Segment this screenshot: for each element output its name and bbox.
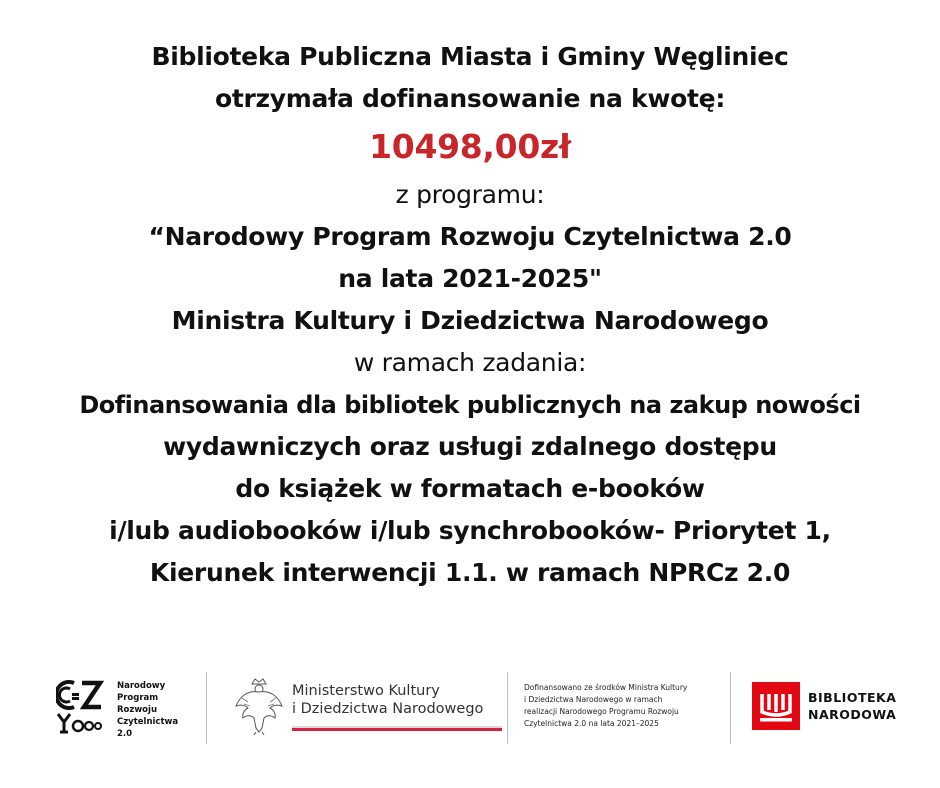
nprcz-logo-icon xyxy=(56,678,104,734)
ministry-name-line-1: Ministerstwo Kultury xyxy=(292,683,440,699)
program-name-line-2: na lata 2021-2025" xyxy=(338,264,602,293)
task-description-line-2: wydawniczych oraz usługi zdalnego dostępu xyxy=(163,432,777,461)
polish-flag-stripe xyxy=(292,726,502,731)
from-program-label: z programu: xyxy=(395,180,545,209)
nprcz-line-3: Rozwoju xyxy=(117,705,157,715)
sponsor-logo-bar xyxy=(0,660,940,760)
funding-amount: 10498,00zł xyxy=(369,127,571,166)
task-description-line-4: i/lub audiobooków i/lub synchrobooków- Priorytet 1, xyxy=(109,516,831,545)
biblioteka-narodowa-logo-icon xyxy=(752,682,800,730)
nprcz-line-4: Czytelnictwa xyxy=(117,717,179,727)
funding-note xyxy=(524,682,687,730)
nprcz-line-1: Narodowy xyxy=(117,681,166,691)
funding-note-line-3: realizacji Narodowego Programu Rozwoju xyxy=(524,707,679,716)
logo-divider xyxy=(206,672,207,744)
logo-divider xyxy=(507,672,508,744)
ministry-name xyxy=(292,682,483,718)
task-description-line-3: do książek w formatach e-booków xyxy=(235,474,705,503)
ministry-name-line-2: i Dziedzictwa Narodowego xyxy=(292,701,484,717)
task-description-line-5: Kierunek interwencji 1.1. w ramach NPRCz 2.0 xyxy=(149,558,791,587)
announcement xyxy=(0,36,940,594)
task-label: w ramach zadania: xyxy=(353,348,587,377)
task-description-line-1: Dofinansowania dla bibliotek publicznych na zakup nowości xyxy=(79,391,861,419)
nprcz-logo-text xyxy=(117,680,178,740)
funding-note-line-2: i Dziedzictwa Narodowego w ramach xyxy=(524,695,663,704)
funding-note-line-1: Dofinansowano ze środków Ministra Kultury xyxy=(524,683,688,692)
funding-note-line-4: Czytelnictwa 2.0 na lata 2021–2025 xyxy=(524,719,659,728)
program-name-line-1: “Narodowy Program Rozwoju Czytelnictwa 2.0 xyxy=(148,222,792,251)
nprcz-line-5: 2.0 xyxy=(117,729,133,739)
national-library-name-line-1: BIBLIOTEKA xyxy=(808,690,897,705)
white-eagle-emblem-icon xyxy=(234,678,284,736)
national-library-name xyxy=(808,689,896,723)
logo-divider xyxy=(730,672,731,744)
minister-line: Ministra Kultury i Dziedzictwa Narodowego xyxy=(171,306,769,335)
library-name-line: Biblioteka Publiczna Miasta i Gminy Węgliniec xyxy=(151,42,789,71)
funding-received-line: otrzymała dofinansowanie na kwotę: xyxy=(214,84,726,113)
national-library-name-line-2: NARODOWA xyxy=(808,707,897,722)
nprcz-line-2: Program xyxy=(117,693,159,703)
